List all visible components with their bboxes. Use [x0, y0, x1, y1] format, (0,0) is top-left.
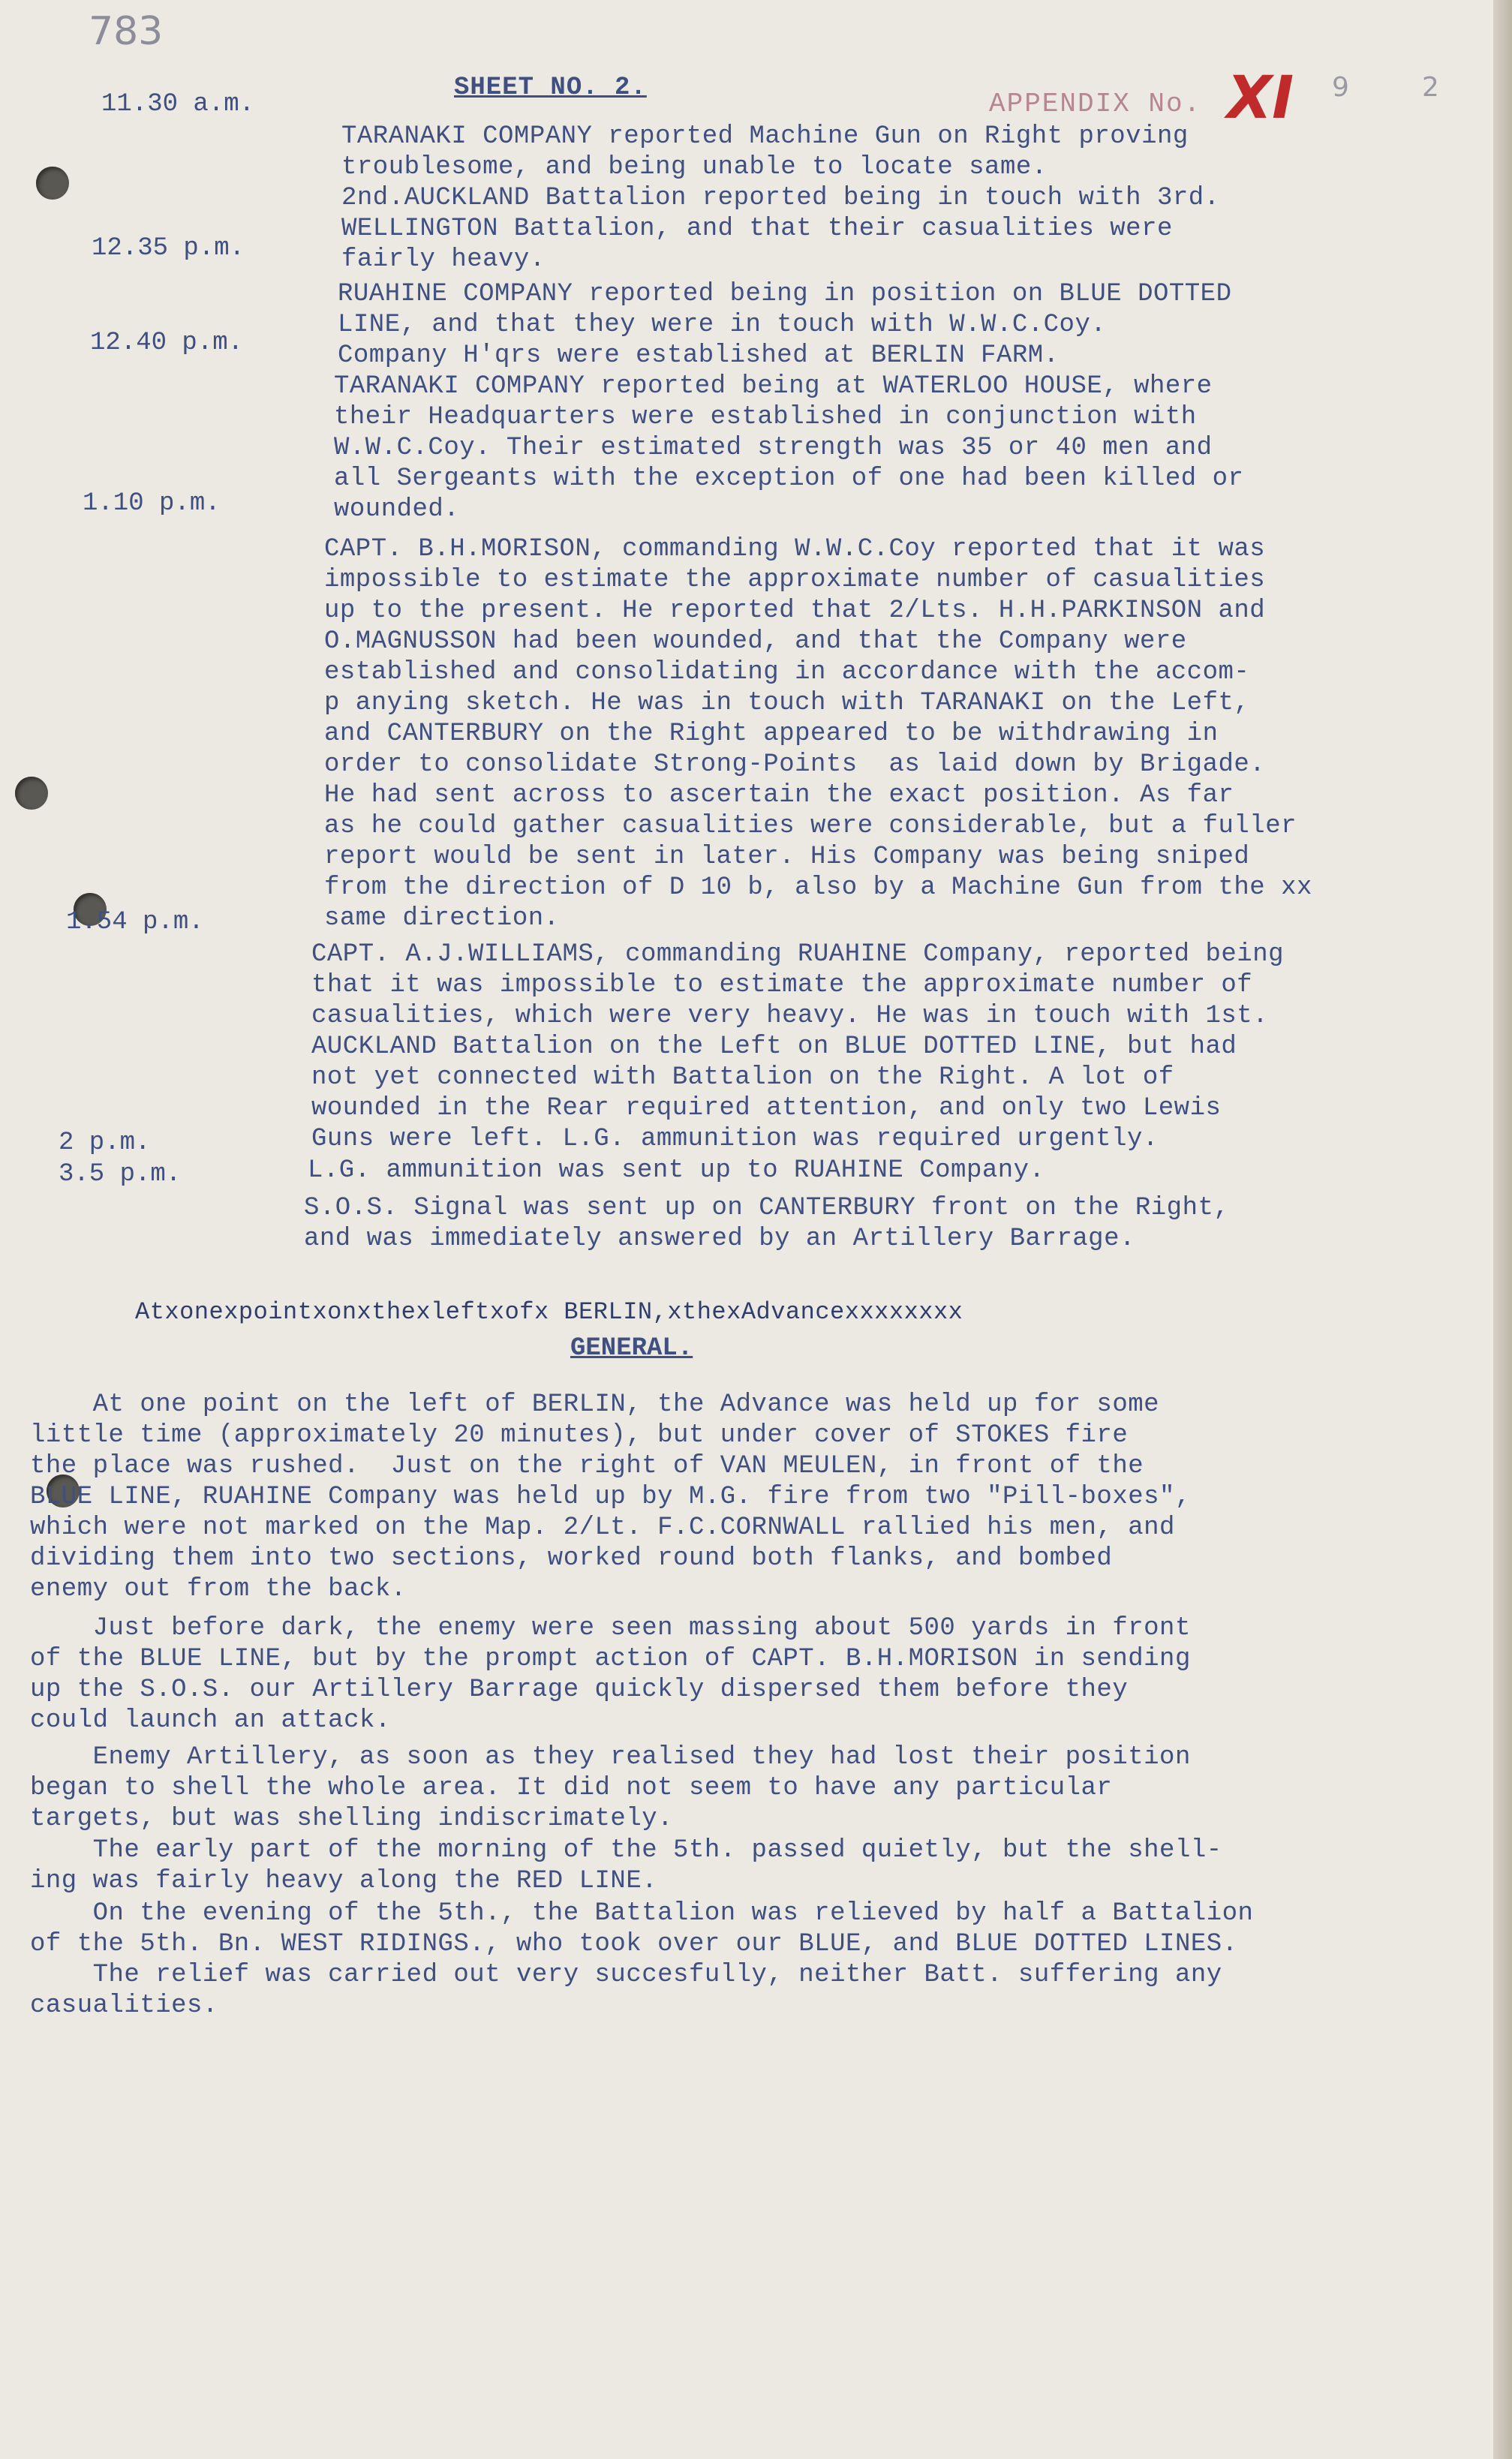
page-number: 783	[89, 9, 164, 54]
general-paragraph: On the evening of the 5th., the Battalion was relieved by half a Battalion of the 5th. Bn. WEST RIDINGS., who took over our BLUE, and BLUE DOTTED LINES. The relief was carried out very succesfully, neither Batt. suffering any casualities.	[30, 1899, 1254, 2020]
entry-text: L.G. ammunition was sent up to RUAHINE Company.	[308, 1156, 1045, 1185]
appendix-number: XI	[1227, 65, 1294, 132]
sheet-title: SHEET NO. 2.	[454, 74, 647, 102]
general-paragraph: At one point on the left of BERLIN, the Advance was held up for some little time (approximately 20 minutes), but under cover of STOKES fire the place was rushed. Just on the right of VAN MEULEN, in front of the BLUE LINE, RUAHINE Company was held up by M.G. fire from two "Pill-boxes", which were not marked on the Map. 2/Lt. F.C.CORNWALL rallied his men, and dividing them into two sections, worked round both flanks, and bombed enemy out from the back.	[30, 1390, 1191, 1604]
entry-text: TARANAKI COMPANY reported Machine Gun on Right proving troublesome, and being unable to locate same. 2nd.AUCKLAND Battalion reported being in touch with 3rd. WELLINGTON Battalion, and that their casualities were fairly heavy.	[341, 122, 1220, 274]
punch-hole	[36, 167, 69, 200]
general-paragraph: Just before dark, the enemy were seen massing about 500 yards in front of the BLUE LINE, but by the prompt action of CAPT. B.H.MORISON in sending up the S.O.S. our Artillery Barrage quickly dispersed them before they could launch an attack.	[30, 1614, 1191, 1735]
general-paragraph: Enemy Artillery, as soon as they realised they had lost their position began to shell the whole area. It did not seem to have any particular targets, but was shelling indiscrimately.	[30, 1743, 1191, 1833]
entry-text: S.O.S. Signal was sent up on CANTERBURY front on the Right, and was immediately answered by an Artillery Barrage.	[304, 1194, 1230, 1253]
entry-time: 12.40 p.m.	[90, 329, 244, 357]
general-paragraph: The early part of the morning of the 5th. passed quietly, but the shell- ing was fairly heavy along the RED LINE.	[30, 1836, 1222, 1895]
entry-time: 1.54 p.m.	[66, 908, 204, 936]
entry-text: CAPT. B.H.MORISON, commanding W.W.C.Coy reported that it was impossible to estimate the approximate number of casualities up to the present. He reported that 2/Lts. H.H.PARKINSON and O.MAGNUSSON had been wounded, and that the Company were established and consolidating in accordance with the accom- p anying sketch. He was in touch with TARANAKI on the Left, and CANTERBURY on the Right appeared to be withdrawing in order to consolidate Strong-Points as laid down by Brigade. He had sent across to ascertain the exact position. As far as he could gather casualities were considerable, but a fuller report would be sent in later. His Company was being sniped from the direction of D 10 b, also by a Machine Gun from the xx same direction.	[324, 535, 1312, 933]
pencil-mark: 2	[1422, 72, 1439, 103]
paper-edge	[1493, 0, 1512, 2459]
entry-time: 11.30 a.m.	[101, 90, 255, 119]
entry-text: CAPT. A.J.WILLIAMS, commanding RUAHINE Company, reported being that it was impossible to estimate the approximate number of casualities, which were very heavy. He was in touch with 1st. AUCKLAND Battalion on the Left on BLUE DOTTED LINE, but had not yet connected with Battalion on the Right. A lot of wounded in the Rear required attention, and only two Lewis Guns were left. L.G. ammunition was required urgently.	[311, 940, 1285, 1153]
entry-text: RUAHINE COMPANY reported being in position on BLUE DOTTED LINE, and that they were in touch with W.W.C.Coy. Company H'qrs were established at BERLIN FARM.	[338, 280, 1232, 370]
struck-through-line: Atxonexpointxonxthexleftxofx BERLIN,xthexAdvancexxxxxxxx	[135, 1298, 963, 1326]
pencil-mark: 9	[1332, 72, 1349, 103]
entry-time: 1.10 p.m.	[83, 489, 221, 518]
entry-time: 3.5 p.m.	[59, 1160, 182, 1189]
appendix-stamp: APPENDIX No.	[989, 89, 1202, 119]
punch-hole	[15, 777, 48, 810]
entry-time: 12.35 p.m.	[92, 234, 245, 263]
entry-text: TARANAKI COMPANY reported being at WATERLOO HOUSE, where their Headquarters were established in conjunction with W.W.C.Coy. Their estimated strength was 35 or 40 men and all Sergeants with the exception of one had been killed or wounded.	[334, 372, 1244, 524]
entry-time: 2 p.m.	[59, 1129, 151, 1157]
general-heading: GENERAL.	[570, 1334, 693, 1363]
